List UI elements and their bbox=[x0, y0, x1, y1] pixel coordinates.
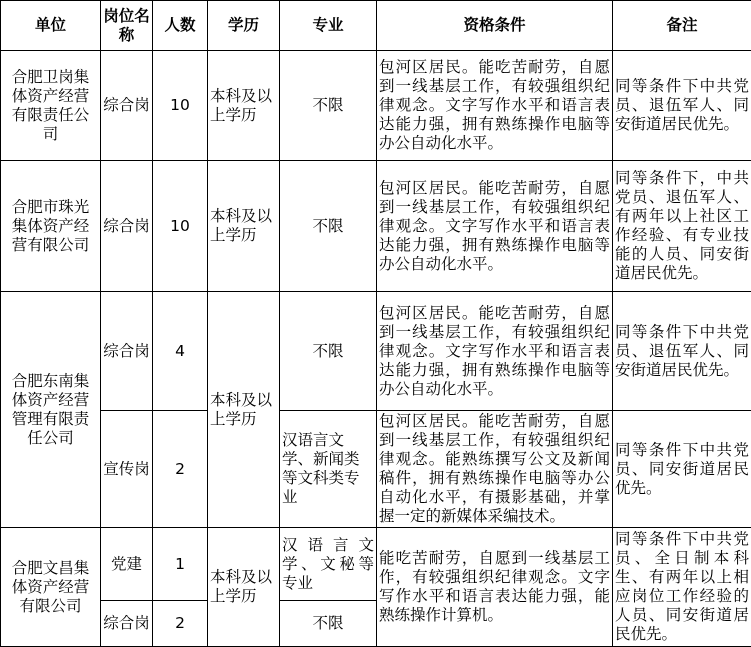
header-education: 学历 bbox=[208, 1, 280, 51]
remark-cell: 同等条件下中共党员、退伍军人、同安街道居民优先。 bbox=[613, 51, 751, 161]
remark-cell: 同等条件下中共党员、退伍军人、同安街道居民优先。 bbox=[613, 292, 751, 411]
qualification-cell: 包河区居民。能吃苦耐劳，自愿到一线基层工作，有较强组织纪律观念。文字写作水平和语言表达能力强，拥有熟练操作电脑等办公自动化水平。 bbox=[377, 51, 613, 161]
qualification-cell: 能吃苦耐劳，自愿到一线基层工作，有较强组织纪律观念。文字写作水平和语言表达能力强，能熟练操作计算机。 bbox=[377, 528, 613, 647]
unit-cell: 合肥卫岗集体资产经营有限责任公司 bbox=[1, 51, 101, 161]
position-cell: 综合岗 bbox=[101, 51, 153, 161]
count-cell: 1 bbox=[153, 528, 208, 601]
position-cell: 综合岗 bbox=[101, 292, 153, 411]
major-cell: 不限 bbox=[280, 601, 377, 647]
position-cell: 党建 bbox=[101, 528, 153, 601]
qualification-cell: 包河区居民。能吃苦耐劳，自愿到一线基层工作，有较强组织纪律观念。能熟练撰写公文及新闻稿件，拥有熟练操作电脑等办公自动化水平，有摄影基础，并掌握一定的新媒体采编技术。 bbox=[377, 411, 613, 528]
header-qualification: 资格条件 bbox=[377, 1, 613, 51]
position-cell: 宣传岗 bbox=[101, 411, 153, 528]
header-remark: 备注 bbox=[613, 1, 751, 51]
count-cell: 2 bbox=[153, 601, 208, 647]
unit-cell: 合肥文昌集体资产经营有限公司 bbox=[1, 528, 101, 647]
header-unit: 单位 bbox=[1, 1, 101, 51]
major-cell: 不限 bbox=[280, 292, 377, 411]
unit-cell: 合肥东南集体资产经营管理有限责任公司 bbox=[1, 292, 101, 528]
table-row bbox=[1, 292, 751, 411]
count-cell: 10 bbox=[153, 161, 208, 292]
remark-cell: 同等条件下，中共党员、退伍军人、有两年以上社区工作经验、有专业技能的人员、同安街道居民优先。 bbox=[613, 161, 751, 292]
position-cell: 综合岗 bbox=[101, 601, 153, 647]
table-row bbox=[1, 411, 751, 528]
education-cell: 本科及以上学历 bbox=[208, 51, 280, 161]
table-row bbox=[1, 51, 751, 161]
education-cell: 本科及以上学历 bbox=[208, 292, 280, 528]
count-cell: 10 bbox=[153, 51, 208, 161]
header-count: 人数 bbox=[153, 1, 208, 51]
remark-cell: 同等条件下中共党员、同安街道居民优先。 bbox=[613, 411, 751, 528]
education-cell: 本科及以上学历 bbox=[208, 528, 280, 647]
position-cell: 综合岗 bbox=[101, 161, 153, 292]
major-cell: 不限 bbox=[280, 51, 377, 161]
table-row bbox=[1, 161, 751, 292]
major-cell: 汉语言文学、文秘等专业 bbox=[280, 528, 377, 601]
header-position: 岗位名称 bbox=[101, 1, 153, 51]
major-cell: 不限 bbox=[280, 161, 377, 292]
major-cell: 汉语言文学、新闻类等文科类专业 bbox=[280, 411, 377, 528]
qualification-cell: 包河区居民。能吃苦耐劳，自愿到一线基层工作，有较强组织纪律观念。文字写作水平和语言表达能力强，拥有熟练操作电脑等办公自动化水平。 bbox=[377, 161, 613, 292]
unit-cell: 合肥市珠光集体资产经营有限公司 bbox=[1, 161, 101, 292]
qualification-cell: 包河区居民。能吃苦耐劳，自愿到一线基层工作，有较强组织纪律观念。文字写作水平和语言表达能力强，拥有熟练操作电脑等办公自动化水平。 bbox=[377, 292, 613, 411]
count-cell: 4 bbox=[153, 292, 208, 411]
header-row bbox=[1, 1, 751, 51]
table-row bbox=[1, 528, 751, 601]
header-major: 专业 bbox=[280, 1, 377, 51]
remark-cell: 同等条件下中共党员、全日制本科生、有两年以上相应岗位工作经验的人员、同安街道居民优先。 bbox=[613, 528, 751, 647]
count-cell: 2 bbox=[153, 411, 208, 528]
education-cell: 本科及以上学历 bbox=[208, 161, 280, 292]
